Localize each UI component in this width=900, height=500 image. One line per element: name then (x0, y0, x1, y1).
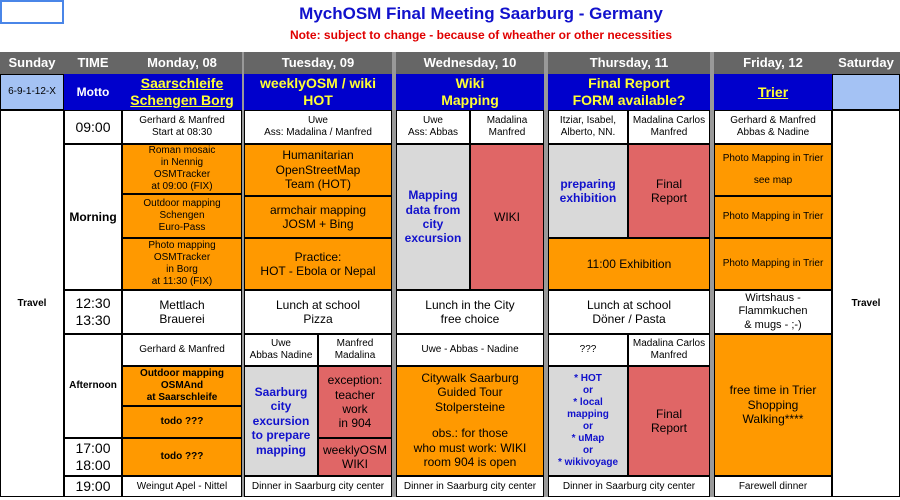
mon-m2-l2: Schengen (159, 210, 205, 221)
thu-al-l3: * local (573, 397, 603, 408)
tue-m1-l2: OpenStreetMap (275, 162, 361, 177)
time-1230: 12:30 (75, 295, 111, 312)
tue-m3-l2: HOT - Ebola or Nepal (260, 264, 376, 278)
wed-a2-l3: room 904 is open (423, 454, 517, 469)
wed-morning-mapping (396, 144, 470, 290)
tue-m3-l1: Practice: (294, 249, 342, 264)
tue-lunch (244, 290, 392, 334)
mon-m2-l3: Euro-Pass (158, 222, 206, 233)
mon-afternoon-lead: Gerhard & Manfred (122, 334, 242, 366)
tue-morning-1 (244, 144, 392, 196)
header-monday: Monday, 08 (122, 52, 242, 74)
wed-lunch-l2: free choice (440, 312, 500, 326)
motto-wednesday-line1: Wiki (455, 75, 485, 92)
mon-lead (122, 110, 242, 144)
fri-morning-3: Photo Mapping in Trier (714, 238, 832, 290)
mon-afternoon-3: todo ??? (122, 438, 242, 476)
wed-a2-l2: who must work: WIKI (413, 440, 527, 455)
mon-dinner: Weingut Apel - Nittel (122, 476, 242, 497)
tue-ar1-l2: teacher (334, 387, 376, 402)
thu-al-l5: or (583, 421, 593, 432)
header-sunday: Sunday (0, 52, 64, 74)
mon-m3-l3: in Borg (166, 264, 198, 275)
tue-al-l5: mapping (256, 442, 306, 457)
time-1330: 13:30 (75, 312, 111, 328)
tue-alead-l1: Uwe (270, 338, 291, 349)
time-evening (64, 438, 122, 476)
tue-m2-l1: armchair mapping (269, 202, 367, 217)
fri-m1-l2: see map (753, 175, 793, 186)
wed-ml-l2: data from (405, 202, 461, 217)
thu-afternoon-lead-right (628, 334, 710, 366)
fri-lunch (714, 290, 832, 334)
mon-lead-line1: Gerhard & Manfred (139, 115, 225, 126)
tue-afternoon-lead-right (318, 334, 392, 366)
fri-afternoon (714, 334, 832, 476)
tue-aleadr-l1: Manfred (336, 338, 374, 349)
tue-morning-2 (244, 196, 392, 238)
mon-morning-3 (122, 238, 242, 290)
mon-afternoon-1 (122, 366, 242, 406)
mon-m3-l1: Photo mapping (148, 240, 216, 251)
wed-a1-l2: Guided Tour (437, 385, 503, 400)
thu-lunch-l2: Döner / Pasta (592, 312, 666, 326)
fri-lunch-l3: & mugs - ;-) (744, 318, 802, 331)
tue-lunch-l2: Pizza (303, 312, 333, 326)
time-lunch (64, 290, 122, 334)
fri-morning-2: Photo Mapping in Trier (714, 196, 832, 238)
thu-morning-preparing (548, 144, 628, 238)
motto-wednesday (396, 74, 544, 110)
mon-m3-l2: OSMTracker (153, 252, 211, 263)
tue-aleadr-l2: Madalina (334, 350, 376, 361)
tue-afternoon-excursion (244, 366, 318, 476)
header-thursday: Thursday, 11 (548, 52, 710, 74)
column-gap-wed-thu (544, 52, 548, 497)
mon-afternoon-2: todo ??? (122, 406, 242, 438)
thu-afternoon-options (548, 366, 628, 476)
motto-thursday-line1: Final Report (588, 75, 670, 92)
thu-al-l8: * wikivoyage (557, 457, 619, 468)
tue-m1-l3: Team (HOT) (285, 177, 351, 192)
thu-al-l4: mapping (567, 409, 609, 420)
travel-left: Travel (0, 110, 64, 497)
mon-m2-l1: Outdoor mapping (143, 198, 221, 209)
thu-lead-l2: Alberto, NN. (560, 127, 616, 138)
wed-lunch (396, 290, 544, 334)
fri-lead-l2: Abbas & Nadine (736, 127, 810, 138)
motto-code: 6-9-1-12-X (0, 74, 64, 110)
tue-afternoon-lead-left (244, 334, 318, 366)
fri-a-l1: free time in Trier (729, 383, 817, 398)
wed-lead-l2: Ass: Abbas (407, 127, 459, 138)
thu-afternoon-lead-left: ??? (548, 334, 628, 366)
mon-lead-line2: Start at 08:30 (151, 127, 213, 138)
wed-afternoon-citywalk (396, 366, 544, 476)
tue-ar1-l1: exception: (327, 373, 383, 388)
thu-morning-final-report (628, 144, 710, 238)
fri-a-l2: Shopping (747, 397, 799, 412)
thu-al-l2: or (583, 385, 593, 396)
motto-friday-link[interactable]: Trier (757, 83, 789, 100)
mon-m1-l4: at 09:00 (FIX) (151, 181, 213, 192)
thu-exhibition: 11:00 Exhibition (548, 238, 710, 290)
wed-ml-l3: city (422, 217, 444, 231)
mon-lunch-l2: Brauerei (159, 312, 205, 326)
mon-m1-l1: Roman mosaic (148, 145, 216, 156)
tue-ar2-l2: WIKI (342, 457, 368, 471)
header-saturday: Saturday (832, 52, 900, 74)
mon-lunch (122, 290, 242, 334)
motto-tuesday-line1: weeklyOSM / wiki (260, 75, 376, 92)
mon-a1-l1: Outdoor mapping (140, 368, 224, 379)
cell-selector[interactable] (0, 0, 64, 24)
thu-leadr-l2: Manfred (650, 127, 688, 138)
motto-monday-line1[interactable]: Saarschleife (140, 75, 224, 92)
mon-m1-l2: in Nennig (160, 157, 204, 168)
mon-a1-l3: at Saarschleife (146, 392, 218, 403)
thu-afternoon-final-report (628, 366, 710, 476)
motto-label-text: Motto (76, 84, 110, 99)
wed-a2-l1: obs.: for those (431, 426, 509, 441)
fri-lead-l1: Gerhard & Manfred (730, 115, 816, 126)
thu-lead-left (548, 110, 628, 144)
wed-lead-l1: Uwe (422, 115, 443, 126)
fri-lunch-l1: Wirtshaus - (745, 292, 801, 305)
header-tuesday: Tuesday, 09 (244, 52, 392, 74)
column-gap-thu-fri (710, 52, 714, 497)
header-friday: Friday, 12 (714, 52, 832, 74)
thu-lunch (548, 290, 710, 334)
wed-ml-l4: excursion (404, 231, 462, 246)
tue-ar2-l1: weeklyOSM (322, 442, 387, 457)
tue-afternoon-exception (318, 366, 392, 438)
mon-m3-l4: at 11:30 (FIX) (151, 276, 213, 287)
time-0900: 09:00 (64, 110, 122, 144)
thu-al-l7: or (583, 445, 593, 456)
tue-afternoon-weeklyosm (318, 438, 392, 476)
thu-mr-l1: Final (655, 176, 682, 191)
fri-dinner: Farewell dinner (714, 476, 832, 497)
thu-al-l6: * uMap (571, 433, 605, 444)
tue-lunch-l1: Lunch at school (275, 297, 361, 312)
tue-lead-l1: Uwe (307, 115, 328, 126)
wed-lunch-l1: Lunch in the City (425, 297, 515, 312)
thu-ar-l2: Report (650, 421, 688, 435)
column-gap-mon-tue (242, 52, 244, 497)
thu-ar-l1: Final (655, 406, 682, 421)
thu-leadr-l1: Madalina Carlos (632, 115, 706, 126)
column-gap-tue-wed (392, 52, 396, 497)
fri-lunch-l2: Flammkuchen (738, 305, 808, 318)
tue-al-l1: Saarburg (254, 385, 308, 400)
mon-m1-l3: OSMTracker (153, 169, 211, 180)
travel-right: Travel (832, 110, 900, 497)
thu-mr-l2: Report (650, 191, 688, 205)
wed-lead-right (470, 110, 544, 144)
wed-a1-l1: Citywalk Saarburg (421, 371, 519, 385)
tue-m2-l2: JOSM + Bing (282, 217, 354, 231)
thu-aleadr-l2: Manfred (650, 350, 688, 361)
wed-leadr-l2: Manfred (488, 127, 526, 138)
wed-leadr-l1: Madalina (486, 115, 528, 126)
motto-label (64, 74, 122, 110)
page-title: MychOSM Final Meeting Saarburg - Germany (299, 3, 663, 23)
thu-lead-l1: Itziar, Isabel, (559, 115, 617, 126)
fri-a-l3: Walking**** (742, 412, 804, 427)
time-afternoon: Afternoon (64, 334, 122, 438)
fri-morning-1 (714, 144, 832, 196)
tue-ar1-l4: in 904 (338, 416, 372, 431)
wed-dinner: Dinner in Saarburg city center (396, 476, 544, 497)
mon-morning-1 (122, 144, 242, 194)
wed-afternoon-lead: Uwe - Abbas - Nadine (396, 334, 544, 366)
thu-ml-l2: exhibition (559, 191, 617, 205)
tue-dinner: Dinner in Saarburg city center (244, 476, 392, 497)
motto-monday[interactable] (122, 74, 242, 110)
tue-al-l4: to prepare (251, 428, 311, 443)
tue-ar1-l3: work (342, 402, 368, 416)
thu-al-l1: * HOT (574, 373, 602, 384)
thu-lunch-l1: Lunch at school (586, 297, 672, 312)
motto-thursday-line2: FORM available? (572, 92, 686, 108)
time-1700: 17:00 (75, 440, 111, 457)
thu-lead-right (628, 110, 710, 144)
thu-ml-l1: preparing (560, 176, 616, 191)
wed-lead-left (396, 110, 470, 144)
tue-al-l3: excursion (252, 413, 310, 428)
wed-a1-l3: Stolpersteine (434, 399, 506, 414)
motto-monday-line2[interactable]: Schengen Borg (130, 92, 234, 108)
header-wednesday: Wednesday, 10 (396, 52, 544, 74)
wed-morning-wiki: WIKI (470, 144, 544, 290)
time-morning: Morning (64, 144, 122, 290)
mon-lunch-l1: Mettlach (159, 297, 205, 312)
mon-morning-2 (122, 194, 242, 238)
time-1900: 19:00 (64, 476, 122, 497)
header-time: TIME (64, 52, 122, 74)
fri-m1-l1: Photo Mapping in Trier (722, 153, 824, 164)
thu-dinner: Dinner in Saarburg city center (548, 476, 710, 497)
tue-morning-3 (244, 238, 392, 290)
tue-m1-l1: Humanitarian (282, 148, 354, 163)
tue-lead (244, 110, 392, 144)
tue-lead-l2: Ass: Madalina / Manfred (264, 127, 372, 138)
time-1800: 18:00 (75, 457, 111, 473)
thu-aleadr-l1: Madalina Carlos (632, 338, 706, 349)
motto-thursday (548, 74, 710, 110)
motto-tuesday (244, 74, 392, 110)
motto-saturday (832, 74, 900, 110)
page-note: Note: subject to change - because of wheather or other necessities (289, 27, 673, 42)
mon-a1-l2: OSMAnd (160, 380, 204, 391)
wed-ml-l1: Mapping (408, 188, 458, 203)
motto-wednesday-line2: Mapping (441, 92, 499, 108)
motto-tuesday-line2: HOT (303, 92, 333, 108)
motto-friday[interactable] (714, 74, 832, 110)
tue-alead-l2: Abbas Nadine (249, 350, 313, 361)
tue-al-l2: city (270, 399, 292, 414)
fri-lead (714, 110, 832, 144)
